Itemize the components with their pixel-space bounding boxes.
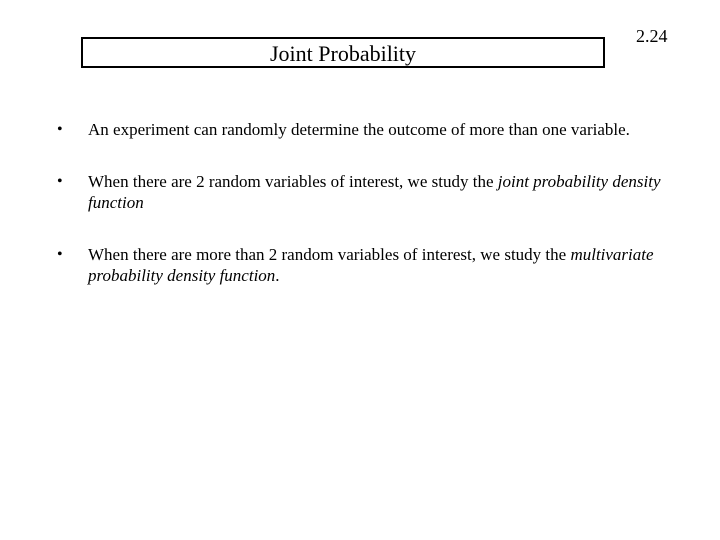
bullet-marker: • [57, 173, 63, 190]
bullet-text-plain: When there are 2 random variables of interest, we study the [88, 172, 498, 191]
bullet-text-plain: An experiment can randomly determine the outcome of more than one variable. [88, 120, 630, 139]
bullet-text-plain: When there are more than 2 random variables of interest, we study the [88, 245, 571, 264]
bullet-text [88, 171, 678, 213]
bullet-marker: • [57, 121, 63, 138]
slide-title: Joint Probability [269, 41, 417, 66]
slide-title-box [81, 37, 605, 68]
slide-number: 2.24 [636, 26, 668, 46]
bullet-text [88, 244, 678, 286]
bullet-text-italic: multivariate probability density function [88, 245, 654, 285]
bullet-text [88, 119, 678, 140]
bullet-text-italic: joint probability density function [88, 172, 661, 212]
bullet-text-suffix: . [275, 266, 280, 285]
bullet-marker: • [57, 246, 63, 263]
